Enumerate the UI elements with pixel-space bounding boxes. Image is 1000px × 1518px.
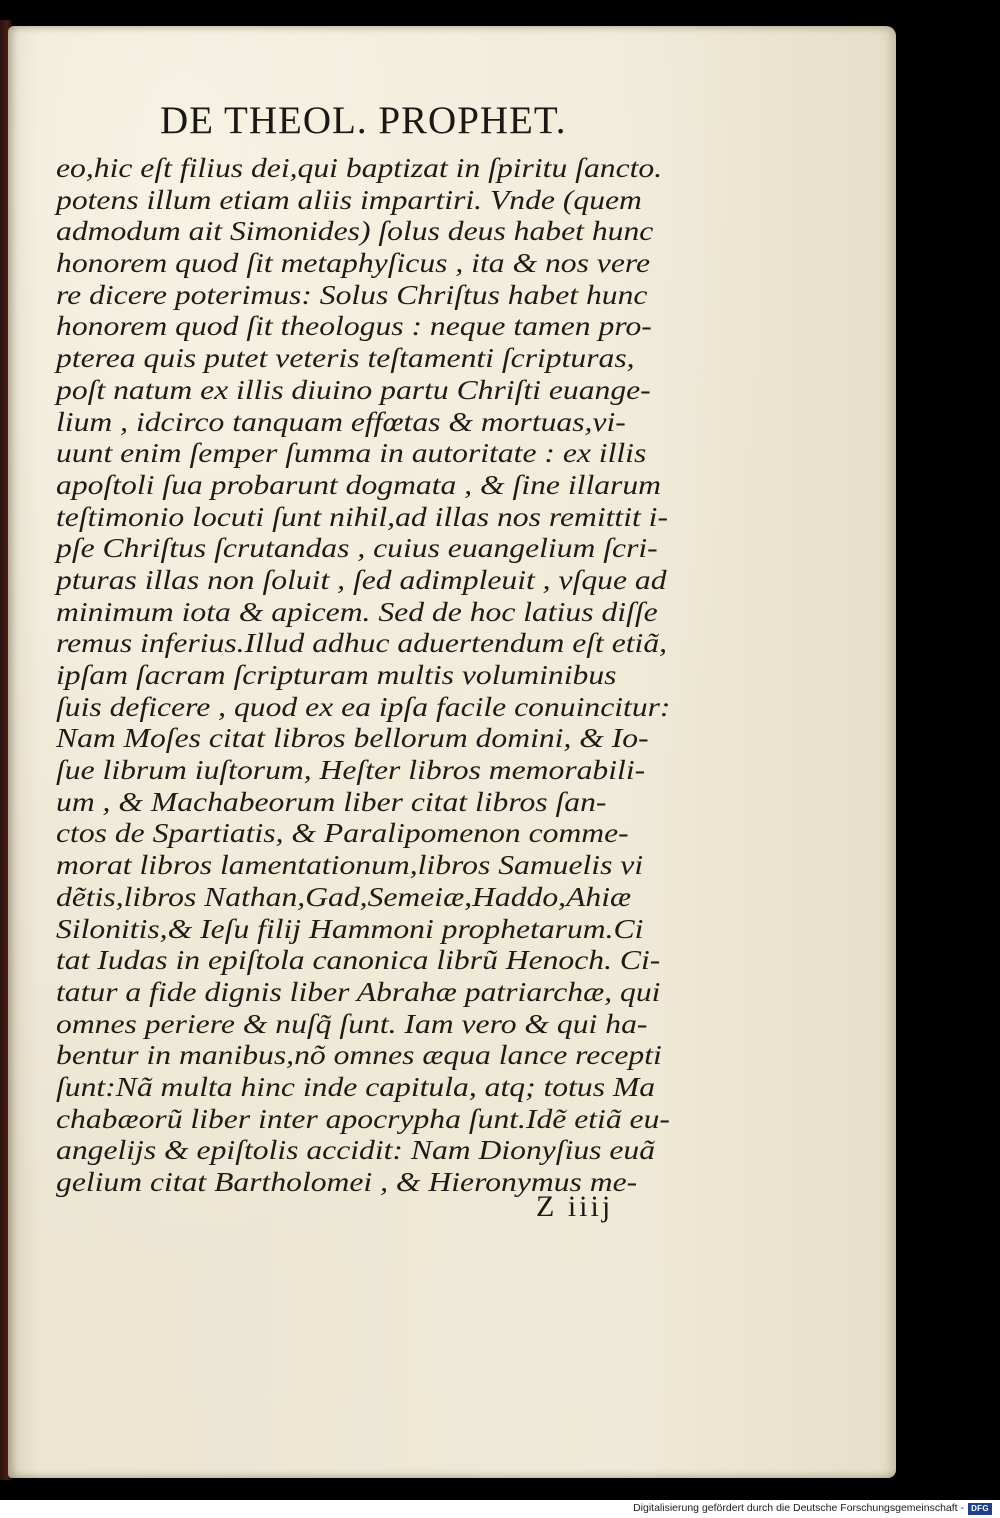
text-line: pterea quis putet veteris teſtamenti ſcripturas,: [56, 342, 635, 374]
text-line: pturas illas non ſoluit , ſed adimpleuit , vſque ad: [56, 563, 667, 595]
text-line: remus inferius.Illud adhuc aduertendum eſt etiã,: [56, 627, 668, 659]
text-line: ſuis deficere , quod ex ea ipſa facile conuincitur:: [56, 690, 671, 722]
text-line: morat libros lamentationum,libros Samuelis vi: [56, 849, 644, 881]
text-line: Silonitis,& Ieſu filij Hammoni prophetarum.Ci: [56, 912, 644, 944]
text-line: uunt enim ſemper ſumma in autoritate : ex illis: [56, 437, 647, 469]
text-line: poſt natum ex illis diuino partu Chriſti euange-: [56, 373, 651, 405]
text-line: ipſam ſacram ſcripturam multis voluminibus: [56, 659, 617, 690]
text-line: gelium citat Bartholomei , & Hieronymus me-: [56, 1166, 638, 1197]
text-line: ſue librum iuſtorum, Heſter libros memorabili-: [56, 754, 646, 786]
text-line: lium , idcirco tanquam effœtas & mortuas,vi-: [56, 405, 626, 437]
text-line: re dicere poterimus: Solus Chriſtus habet hunc: [56, 278, 648, 310]
text-line: ſunt:Nã multa hinc inde capitula, atq; totus Ma: [56, 1070, 656, 1102]
text-block: [56, 152, 716, 1198]
text-line: tat Iudas in epiſtola canonica librũ Henoch. Ci-: [56, 944, 661, 976]
text-line: angelijs & epiſtolis accidit: Nam Dionyſius euã: [56, 1134, 656, 1166]
running-head: DE THEOL. PROPHET.: [160, 99, 567, 142]
text-line: Nam Moſes citat libros bellorum domini, & Io-: [56, 722, 649, 754]
text-line: tatur a fide dignis liber Abrahæ patriarchæ, qui: [56, 975, 661, 1007]
dfg-logo: DFG: [968, 1503, 992, 1515]
footer-credit: Digitalisierung gefördert durch die Deutsche Forschungsgemeinschaft -: [633, 1502, 964, 1514]
text-line: apoſtoli ſua probarunt dogmata , & ſine illarum: [56, 468, 662, 500]
text-line: ctos de Spartiatis, & Paralipomenon comme-: [56, 817, 629, 849]
text-line: admodum ait Simonides) ſolus deus habet hunc: [56, 215, 654, 247]
signature-mark: Z iiij: [536, 1190, 614, 1223]
text-line: honorem quod ſit theologus : neque tamen pro-: [56, 310, 652, 342]
text-line: honorem quod ſit metaphyſicus , ita & nos vere: [56, 247, 651, 279]
text-line: eo,hic eſt filius dei,qui baptizat in ſpiritu ſancto.: [56, 152, 663, 183]
text-line: bentur in manibus,nõ omnes æqua lance recepti: [56, 1039, 662, 1071]
text-line: pſe Chriſtus ſcrutandas , cuius euangelium ſcri-: [56, 532, 658, 564]
text-line: um , & Machabeorum liber citat libros ſan-: [56, 785, 607, 817]
text-line: omnes periere & nuſq̃ ſunt. Iam vero & qui ha-: [56, 1007, 648, 1039]
text-line: chabæorũ liber inter apocrypha ſunt.Idẽ etiã eu-: [56, 1102, 670, 1134]
footer-bar: [0, 1500, 1000, 1518]
text-line: dẽtis,libros Nathan,Gad,Semeiæ,Haddo,Ahiæ: [56, 880, 632, 912]
text-line: minimum iota & apicem. Sed de hoc latius diſſe: [56, 595, 658, 627]
text-line: teſtimonio locuti ſunt nihil,ad illas nos remittit i-: [56, 500, 668, 532]
text-line: potens illum etiam aliis impartiri. Vnde (quem: [56, 183, 642, 215]
